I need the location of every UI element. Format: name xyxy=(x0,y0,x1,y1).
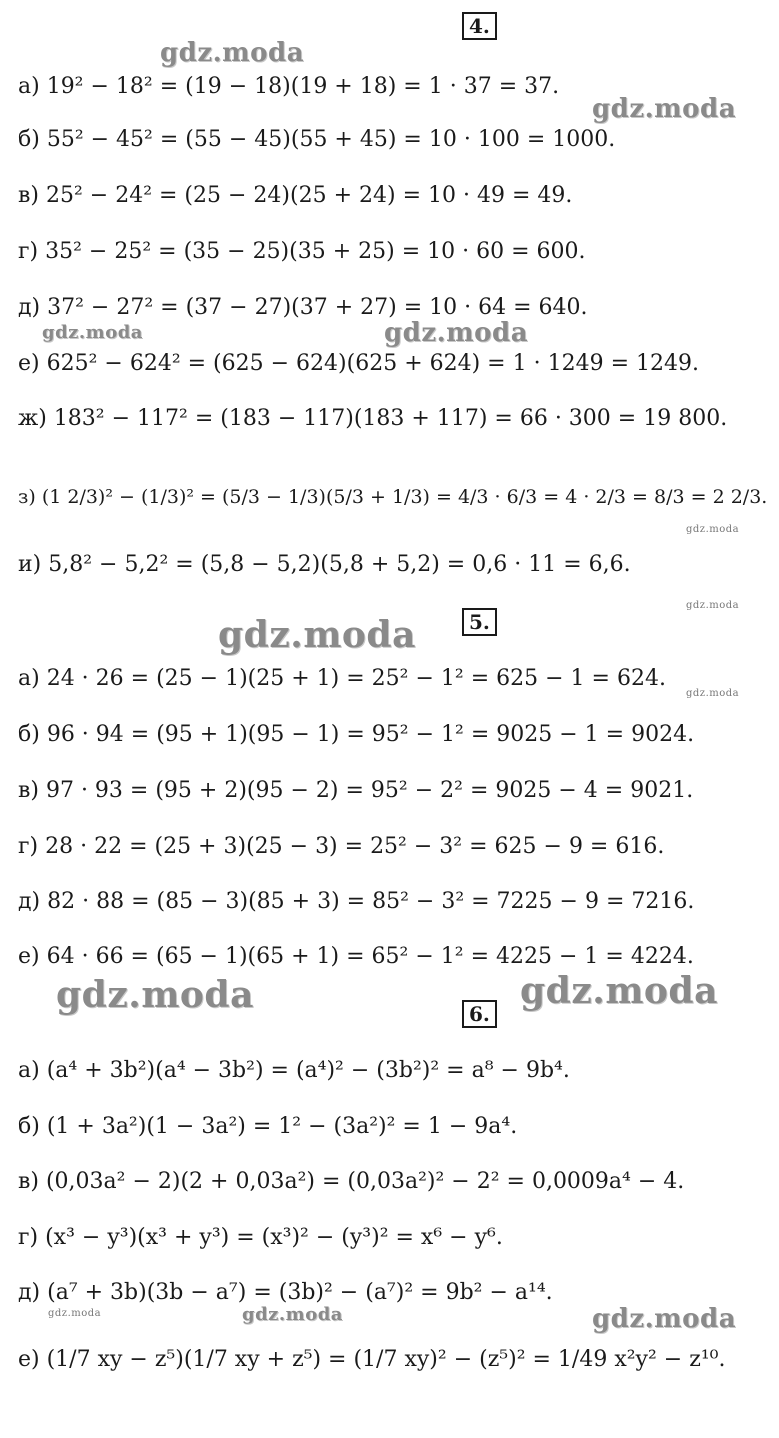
solution-line: в) (0,03a² − 2)(2 + 0,03a²) = (0,03a²)² − 2² = 0,0009a⁴ − 4. xyxy=(18,1169,685,1194)
solution-line: д) (a⁷ + 3b)(3b − a⁷) = (3b)² − (a⁷)² = 9b² − a¹⁴. xyxy=(18,1280,553,1305)
watermark: gdz.moda xyxy=(242,1304,343,1325)
solution-line: ж) 183² − 117² = (183 − 117)(183 + 117) = 66 · 300 = 19 800. xyxy=(18,406,728,431)
watermark: gdz.moda xyxy=(48,1308,102,1319)
solution-line: з) (1 2/3)² − (1/3)² = (5/3 − 1/3)(5/3 + 1/3) = 4/3 · 6/3 = 4 · 2/3 = 8/3 = 2 2/3. xyxy=(18,486,768,508)
solution-line: в) 25² − 24² = (25 − 24)(25 + 24) = 10 · 49 = 49. xyxy=(18,183,573,208)
solution-line: б) 55² − 45² = (55 − 45)(55 + 45) = 10 · 100 = 1000. xyxy=(18,127,616,152)
solution-line: а) 19² − 18² = (19 − 18)(19 + 18) = 1 · 37 = 37. xyxy=(18,74,560,99)
watermark: gdz.moda xyxy=(520,970,718,1012)
solution-line: д) 37² − 27² = (37 − 27)(37 + 27) = 10 · 64 = 640. xyxy=(18,295,588,320)
solution-line: а) (a⁴ + 3b²)(a⁴ − 3b²) = (a⁴)² − (3b²)² = a⁸ − 9b⁴. xyxy=(18,1058,570,1083)
watermark: gdz.moda xyxy=(218,614,416,656)
task-number-4: 4. xyxy=(462,12,497,40)
solution-line: в) 97 · 93 = (95 + 2)(95 − 2) = 95² − 2² = 9025 − 4 = 9021. xyxy=(18,778,694,803)
watermark: gdz.moda xyxy=(686,688,740,699)
watermark: gdz.moda xyxy=(42,322,143,343)
watermark: gdz.moda xyxy=(592,1304,737,1334)
solution-line: е) 64 · 66 = (65 − 1)(65 + 1) = 65² − 1² = 4225 − 1 = 4224. xyxy=(18,944,694,969)
solution-line: е) 625² − 624² = (625 − 624)(625 + 624) = 1 · 1249 = 1249. xyxy=(18,351,699,376)
task-number-6: 6. xyxy=(462,1000,497,1028)
solution-line: д) 82 · 88 = (85 − 3)(85 + 3) = 85² − 3² = 7225 − 9 = 7216. xyxy=(18,889,695,914)
watermark: gdz.moda xyxy=(56,974,254,1016)
watermark: gdz.moda xyxy=(160,38,305,68)
solution-line: г) (x³ − y³)(x³ + y³) = (x³)² − (y³)² = x⁶ − y⁶. xyxy=(18,1225,503,1250)
watermark: gdz.moda xyxy=(592,94,737,124)
solution-line: и) 5,8² − 5,2² = (5,8 − 5,2)(5,8 + 5,2) = 0,6 · 11 = 6,6. xyxy=(18,552,631,577)
task-number-5: 5. xyxy=(462,608,497,636)
solution-line: б) (1 + 3a²)(1 − 3a²) = 1² − (3a²)² = 1 − 9a⁴. xyxy=(18,1114,518,1139)
watermark: gdz.moda xyxy=(686,600,740,611)
solution-line: г) 28 · 22 = (25 + 3)(25 − 3) = 25² − 3² = 625 − 9 = 616. xyxy=(18,834,665,859)
watermark: gdz.moda xyxy=(384,318,529,348)
solution-line: г) 35² − 25² = (35 − 25)(35 + 25) = 10 · 60 = 600. xyxy=(18,239,586,264)
watermark: gdz.moda xyxy=(686,524,740,535)
solution-line: б) 96 · 94 = (95 + 1)(95 − 1) = 95² − 1² = 9025 − 1 = 9024. xyxy=(18,722,695,747)
solution-line: а) 24 · 26 = (25 − 1)(25 + 1) = 25² − 1² = 625 − 1 = 624. xyxy=(18,666,666,691)
solution-line: е) (1/7 xy − z⁵)(1/7 xy + z⁵) = (1/7 xy)² − (z⁵)² = 1/49 x²y² − z¹⁰. xyxy=(18,1347,726,1372)
